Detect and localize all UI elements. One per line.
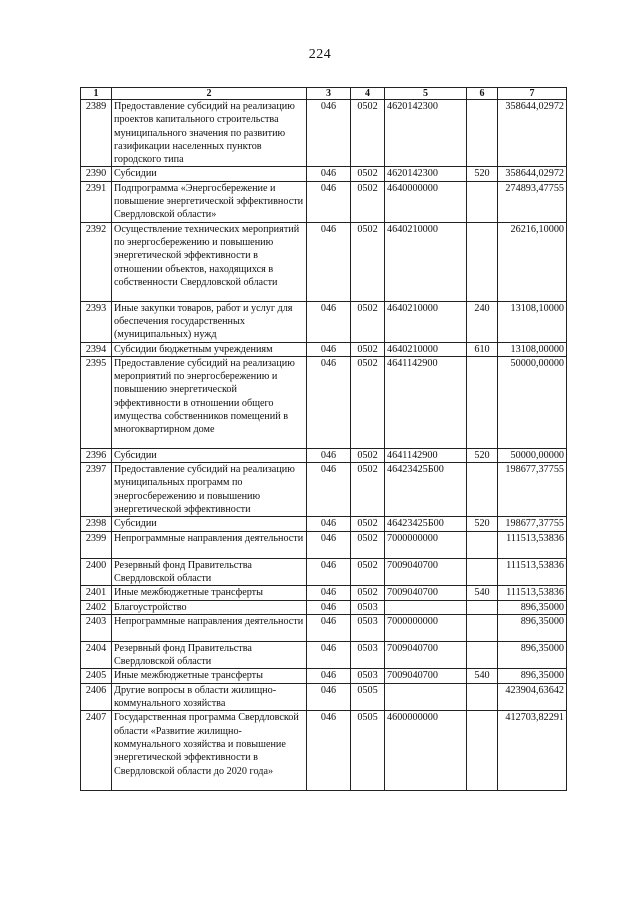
row-name: Государственная программа Свердловской области «Развитие жилищно-коммунального хозяйства и повышение энергетической эффективности в Свердловской области до 2020 года»	[112, 711, 307, 791]
table-row	[81, 100, 567, 167]
row-ministry-code: 046	[307, 100, 351, 167]
row-number: 2389	[81, 100, 112, 167]
row-amount: 50000,00000	[498, 356, 567, 448]
row-expense-type	[467, 614, 498, 641]
row-amount: 13108,00000	[498, 342, 567, 356]
row-expense-type: 610	[467, 342, 498, 356]
table-row	[81, 711, 567, 791]
row-ministry-code: 046	[307, 356, 351, 448]
row-name: Осуществление технических мероприятий по энергосбережению и повышению энергетической эффективности в отношении объектов, находящихся в собственности Свердловской области	[112, 222, 307, 301]
row-expense-type	[467, 558, 498, 586]
row-name: Субсидии	[112, 448, 307, 462]
row-target-article: 4641142900	[385, 448, 467, 462]
row-ministry-code: 046	[307, 711, 351, 791]
col-header-4: 4	[351, 88, 385, 100]
table-row	[81, 558, 567, 586]
row-section-code: 0502	[351, 222, 385, 301]
row-expense-type	[467, 600, 498, 614]
row-expense-type	[467, 100, 498, 167]
table-row	[81, 600, 567, 614]
row-ministry-code: 046	[307, 517, 351, 531]
row-name: Иные межбюджетные трансферты	[112, 586, 307, 600]
row-section-code: 0503	[351, 669, 385, 683]
row-amount: 111513,53836	[498, 586, 567, 600]
row-section-code: 0502	[351, 342, 385, 356]
row-name: Предоставление субсидий на реализацию мероприятий по энергосбережению и повышению энергетической эффективности в отношении общего имущества собственников помещений в многоквартирном доме	[112, 356, 307, 448]
row-expense-type	[467, 181, 498, 222]
table-row	[81, 669, 567, 683]
row-expense-type	[467, 463, 498, 517]
row-number: 2403	[81, 614, 112, 641]
row-amount: 896,35000	[498, 614, 567, 641]
row-ministry-code: 046	[307, 586, 351, 600]
row-expense-type	[467, 641, 498, 669]
row-name: Резервный фонд Правительства Свердловской области	[112, 641, 307, 669]
row-name: Иные межбюджетные трансферты	[112, 669, 307, 683]
row-number: 2394	[81, 342, 112, 356]
row-name: Другие вопросы в области жилищно-коммунального хозяйства	[112, 683, 307, 711]
row-target-article: 4641142900	[385, 356, 467, 448]
row-number: 2407	[81, 711, 112, 791]
row-target-article: 4640000000	[385, 181, 467, 222]
table-row	[81, 181, 567, 222]
row-ministry-code: 046	[307, 669, 351, 683]
row-target-article	[385, 683, 467, 711]
table-row	[81, 641, 567, 669]
row-number: 2396	[81, 448, 112, 462]
row-target-article: 7009040700	[385, 586, 467, 600]
row-amount: 111513,53836	[498, 531, 567, 558]
row-expense-type: 540	[467, 669, 498, 683]
table-row	[81, 167, 567, 181]
row-name: Субсидии	[112, 167, 307, 181]
row-amount: 274893,47755	[498, 181, 567, 222]
row-number: 2390	[81, 167, 112, 181]
row-section-code: 0502	[351, 558, 385, 586]
row-ministry-code: 046	[307, 614, 351, 641]
row-section-code: 0502	[351, 181, 385, 222]
table-row	[81, 586, 567, 600]
row-ministry-code: 046	[307, 222, 351, 301]
row-section-code: 0502	[351, 356, 385, 448]
row-number: 2397	[81, 463, 112, 517]
row-section-code: 0503	[351, 641, 385, 669]
row-number: 2402	[81, 600, 112, 614]
row-expense-type: 520	[467, 167, 498, 181]
row-ministry-code: 046	[307, 448, 351, 462]
table-row	[81, 342, 567, 356]
row-number: 2406	[81, 683, 112, 711]
row-amount: 13108,10000	[498, 301, 567, 342]
row-expense-type: 540	[467, 586, 498, 600]
row-target-article: 7000000000	[385, 531, 467, 558]
row-amount: 896,35000	[498, 641, 567, 669]
row-amount: 412703,82291	[498, 711, 567, 791]
row-name: Иные закупки товаров, работ и услуг для обеспечения государственных (муниципальных) нужд	[112, 301, 307, 342]
row-section-code: 0503	[351, 600, 385, 614]
row-number: 2400	[81, 558, 112, 586]
row-amount: 111513,53836	[498, 558, 567, 586]
row-amount: 358644,02972	[498, 167, 567, 181]
table-row	[81, 531, 567, 558]
col-header-5: 5	[385, 88, 467, 100]
row-amount: 198677,37755	[498, 517, 567, 531]
row-section-code: 0505	[351, 683, 385, 711]
table-row	[81, 222, 567, 301]
row-expense-type	[467, 222, 498, 301]
row-number: 2393	[81, 301, 112, 342]
col-header-1: 1	[81, 88, 112, 100]
col-header-3: 3	[307, 88, 351, 100]
row-ministry-code: 046	[307, 531, 351, 558]
row-target-article: 4640210000	[385, 301, 467, 342]
row-amount: 423904,63642	[498, 683, 567, 711]
col-header-7: 7	[498, 88, 567, 100]
row-expense-type	[467, 531, 498, 558]
table-body	[81, 100, 567, 791]
row-section-code: 0502	[351, 463, 385, 517]
row-section-code: 0505	[351, 711, 385, 791]
row-number: 2395	[81, 356, 112, 448]
row-name: Благоустройство	[112, 600, 307, 614]
table-row	[81, 683, 567, 711]
row-name: Подпрограмма «Энергосбережение и повышение энергетической эффективности Свердловской области»	[112, 181, 307, 222]
row-target-article: 4600000000	[385, 711, 467, 791]
row-ministry-code: 046	[307, 181, 351, 222]
row-target-article: 4620142300	[385, 100, 467, 167]
row-expense-type	[467, 356, 498, 448]
row-target-article: 46423425Б00	[385, 463, 467, 517]
row-section-code: 0502	[351, 586, 385, 600]
table-row	[81, 463, 567, 517]
row-section-code: 0503	[351, 614, 385, 641]
row-target-article: 7000000000	[385, 614, 467, 641]
row-amount: 358644,02972	[498, 100, 567, 167]
header-row	[81, 88, 567, 100]
col-header-6: 6	[467, 88, 498, 100]
row-number: 2401	[81, 586, 112, 600]
row-ministry-code: 046	[307, 558, 351, 586]
row-section-code: 0502	[351, 167, 385, 181]
row-target-article: 4640210000	[385, 342, 467, 356]
row-expense-type	[467, 683, 498, 711]
row-name: Резервный фонд Правительства Свердловской области	[112, 558, 307, 586]
col-header-2: 2	[112, 88, 307, 100]
row-expense-type: 240	[467, 301, 498, 342]
table-row	[81, 448, 567, 462]
row-ministry-code: 046	[307, 342, 351, 356]
row-amount: 50000,00000	[498, 448, 567, 462]
row-target-article: 7009040700	[385, 558, 467, 586]
row-ministry-code: 046	[307, 463, 351, 517]
row-amount: 26216,10000	[498, 222, 567, 301]
row-name: Субсидии	[112, 517, 307, 531]
table-row	[81, 614, 567, 641]
row-ministry-code: 046	[307, 683, 351, 711]
table-row	[81, 356, 567, 448]
row-section-code: 0502	[351, 517, 385, 531]
row-number: 2398	[81, 517, 112, 531]
table-row	[81, 301, 567, 342]
row-section-code: 0502	[351, 448, 385, 462]
row-target-article: 4620142300	[385, 167, 467, 181]
row-target-article	[385, 600, 467, 614]
row-ministry-code: 046	[307, 301, 351, 342]
row-number: 2404	[81, 641, 112, 669]
row-target-article: 4640210000	[385, 222, 467, 301]
budget-table	[80, 87, 567, 791]
row-ministry-code: 046	[307, 641, 351, 669]
row-section-code: 0502	[351, 531, 385, 558]
row-section-code: 0502	[351, 100, 385, 167]
row-target-article: 46423425Б00	[385, 517, 467, 531]
row-expense-type: 520	[467, 448, 498, 462]
page-number: 224	[308, 47, 332, 62]
row-ministry-code: 046	[307, 600, 351, 614]
row-ministry-code: 046	[307, 167, 351, 181]
row-expense-type: 520	[467, 517, 498, 531]
row-number: 2405	[81, 669, 112, 683]
row-number: 2391	[81, 181, 112, 222]
row-name: Непрограммные направления деятельности	[112, 531, 307, 558]
row-name: Предоставление субсидий на реализацию муниципальных программ по энергосбережению и повышению энергетической эффективности	[112, 463, 307, 517]
row-target-article: 7009040700	[385, 669, 467, 683]
row-expense-type	[467, 711, 498, 791]
row-amount: 896,35000	[498, 600, 567, 614]
row-amount: 198677,37755	[498, 463, 567, 517]
row-number: 2392	[81, 222, 112, 301]
row-name: Субсидии бюджетным учреждениям	[112, 342, 307, 356]
row-section-code: 0502	[351, 301, 385, 342]
row-number: 2399	[81, 531, 112, 558]
row-name: Предоставление субсидий на реализацию проектов капитального строительства муниципального значения по развитию газификации населенных пунктов городского типа	[112, 100, 307, 167]
row-target-article: 7009040700	[385, 641, 467, 669]
row-name: Непрограммные направления деятельности	[112, 614, 307, 641]
table-row	[81, 517, 567, 531]
row-amount: 896,35000	[498, 669, 567, 683]
